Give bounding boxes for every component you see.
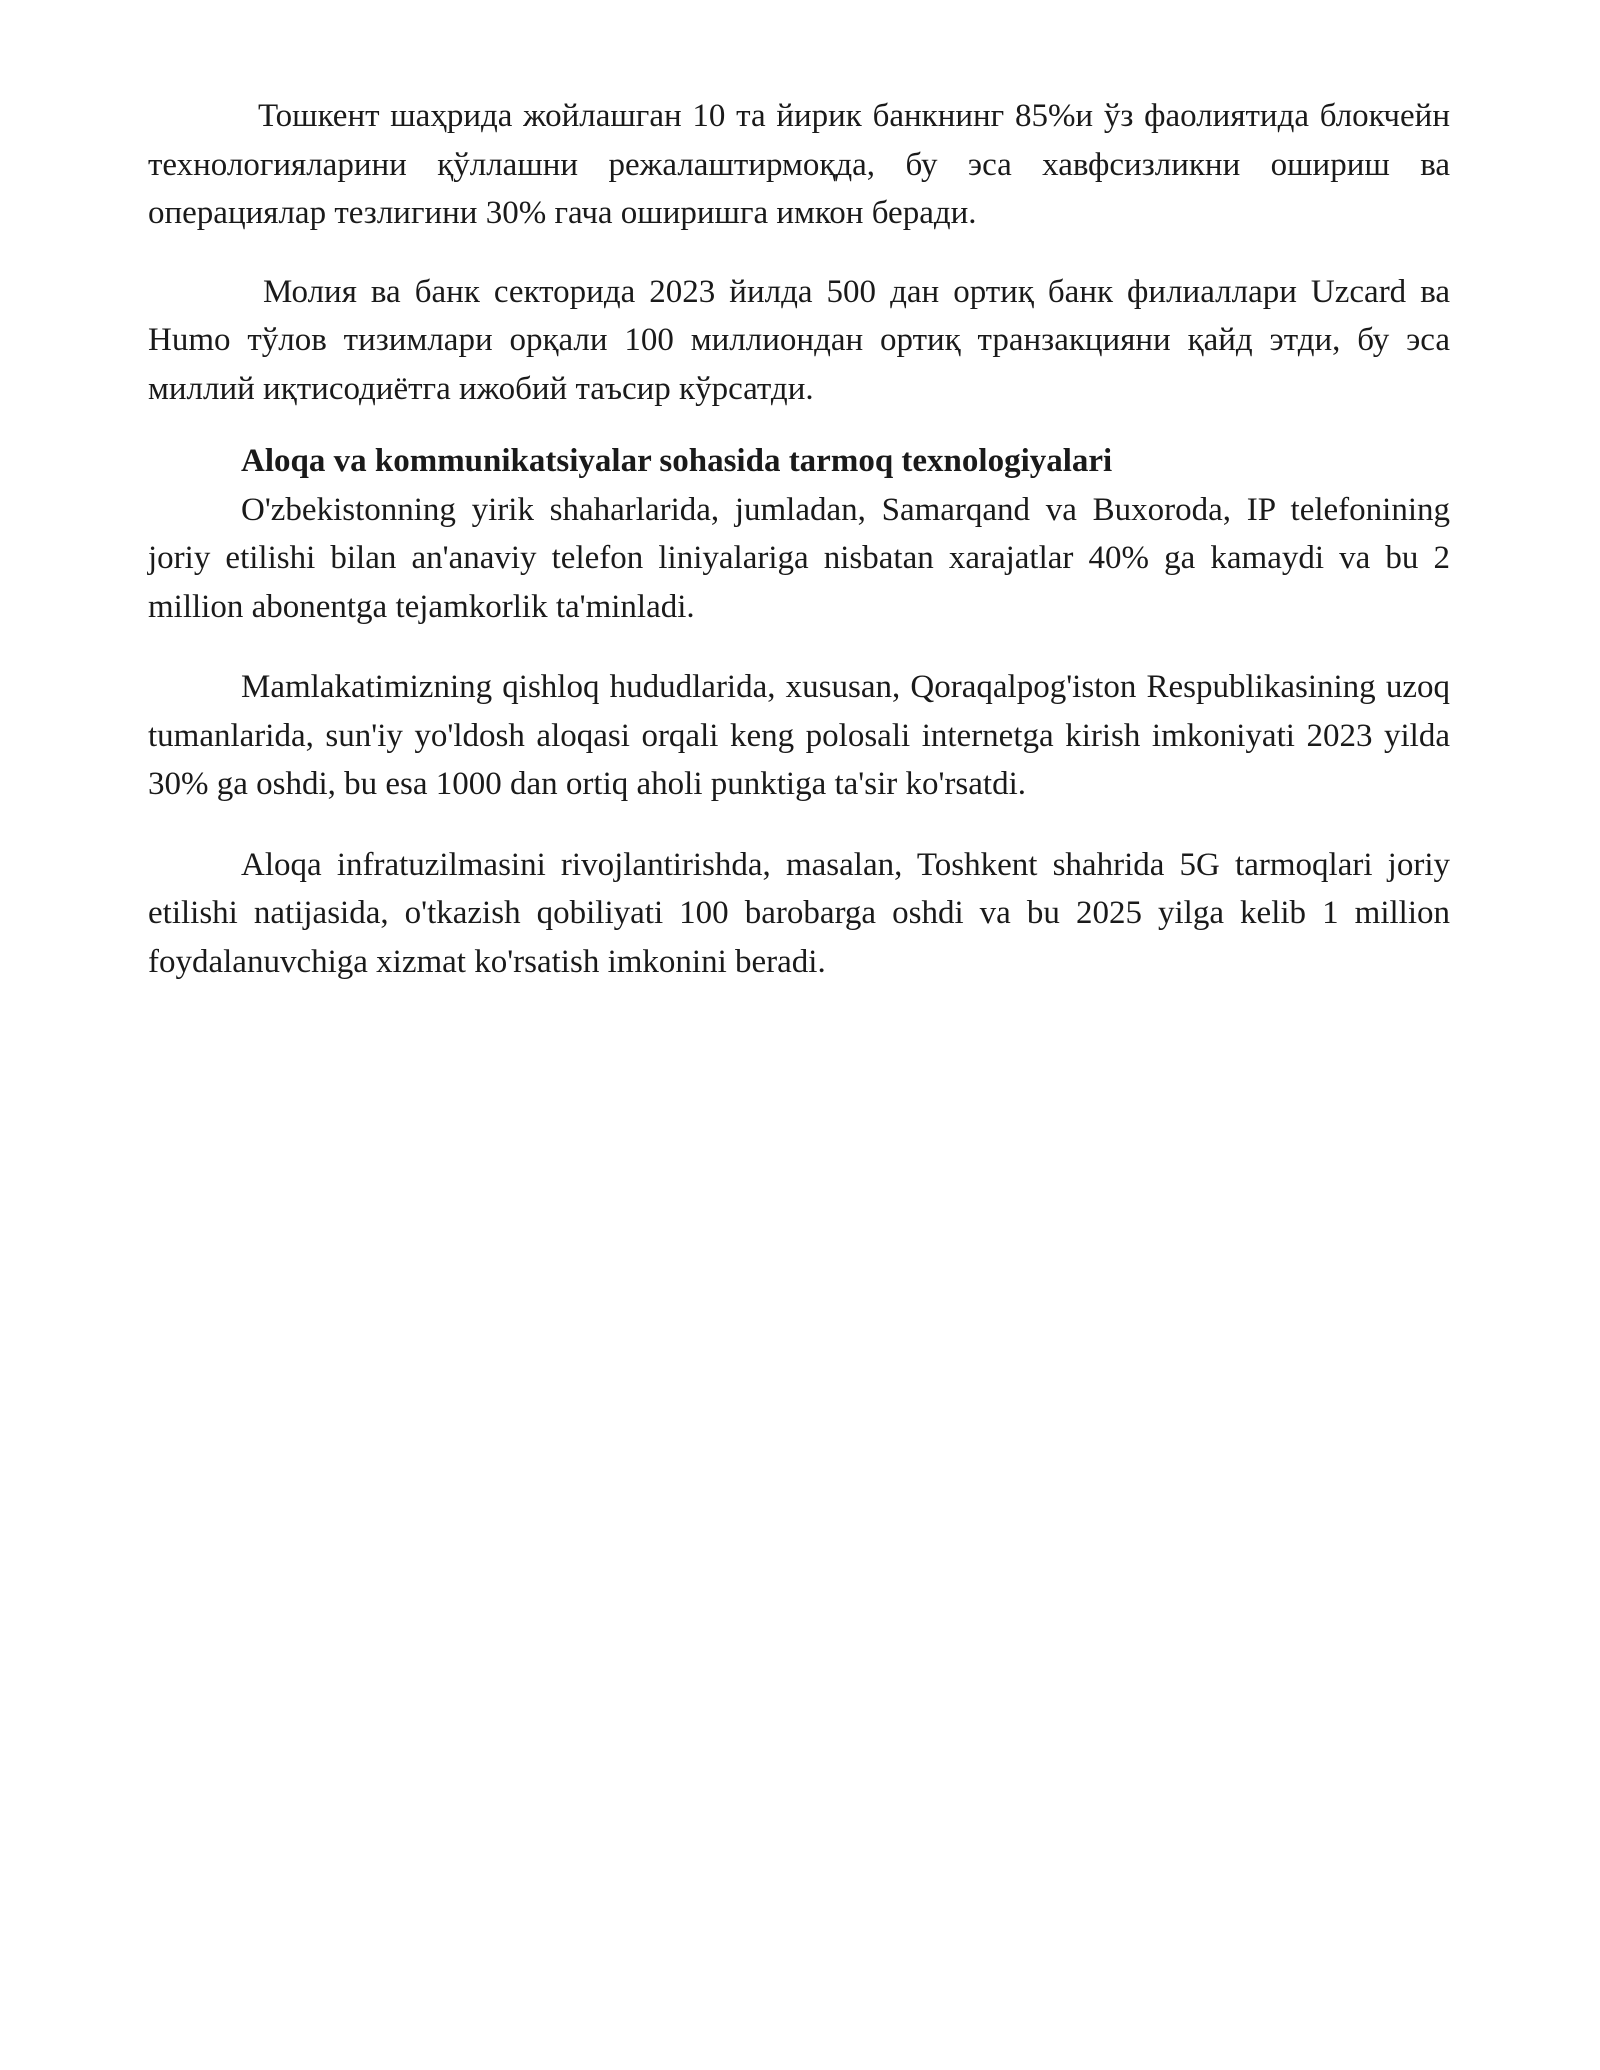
document-page bbox=[148, 92, 1450, 986]
paragraph-satellite-internet: Mamlakatimizning qishloq hududlarida, xususan, Qoraqalpog'iston Respublikasining uzoq tumanlarida, sun'iy yo'ldosh aloqasi orqali keng polosali internetga kirish imkoniyati 2023 yilda 30% ga oshdi, bu esa 1000 dan ortiq aholi punktiga ta'sir ko'rsatdi. bbox=[148, 669, 1450, 802]
paragraph-blockchain-banks: Тошкент шаҳрида жойлашган 10 та йирик банкнинг 85%и ўз фаолиятида блокчейн технологияларини қўллашни режалаштирмоқда, бу эса хавфсизликни ошириш ва операциялар тезлигини 30% гача оширишга имкон беради. bbox=[148, 98, 1450, 231]
paragraph-ip-telephony: O'zbekistonning yirik shaharlarida, jumladan, Samarqand va Buxoroda, IP telefonining joriy etilishi bilan an'anaviy telefon liniyalariga nisbatan xarajatlar 40% ga kamaydi va bu 2 million abonentga tejamkorlik ta'minladi. bbox=[148, 491, 1450, 625]
paragraph-5g-networks: Aloqa infratuzilmasini rivojlantirishda, masalan, Toshkent shahrida 5G tarmoqlari joriy etilishi natijasida, o'tkazish qobiliyati 100 barobarga oshdi va bu 2025 yilga kelib 1 million foydalanuvchiga xizmat ko'rsatish imkonini beradi. bbox=[148, 846, 1450, 980]
section-heading: Aloqa va kommunikatsiyalar sohasida tarmoq texnologiyalari bbox=[241, 443, 1113, 479]
paragraph-payment-systems: Молия ва банк секторида 2023 йилда 500 дан ортиқ банк филиаллари Uzcard ва Humo тўлов тизимлари орқали 100 миллиондан ортиқ транзакцияни қайд этди, бу эса миллий иқтисодиётга ижобий таъсир кўрсатди. bbox=[148, 273, 1450, 407]
